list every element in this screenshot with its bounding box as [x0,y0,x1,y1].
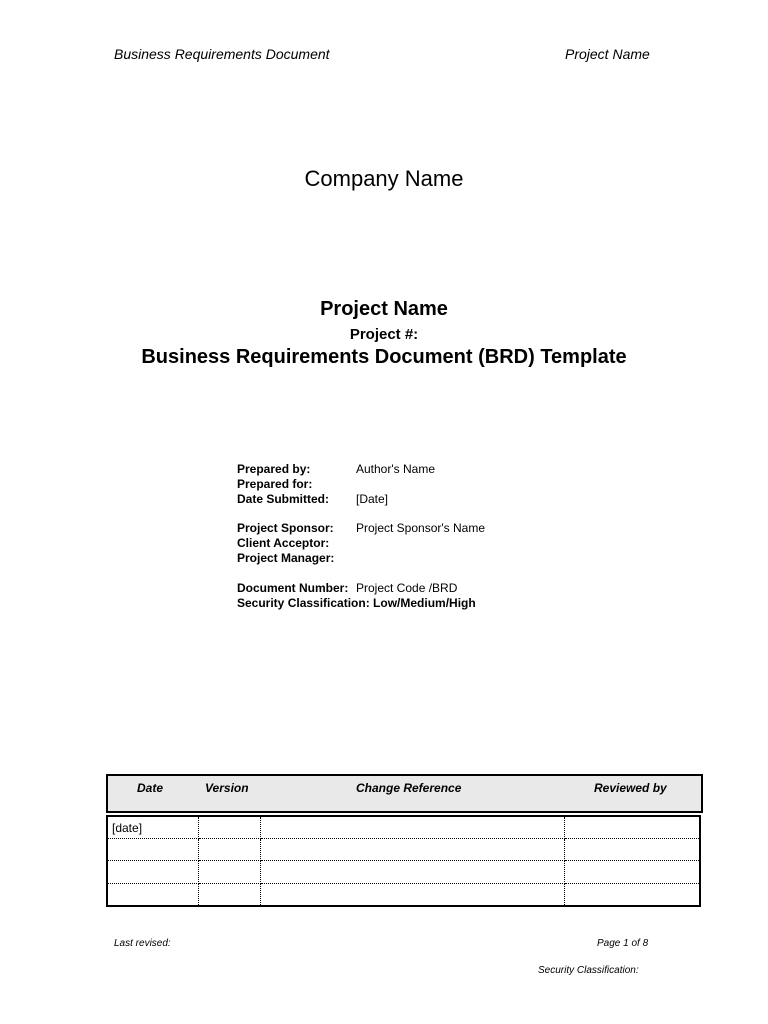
column-header-change-reference: Change Reference [356,781,462,795]
table-cell [260,883,564,906]
table-cell [564,839,700,861]
table-row [107,839,700,861]
table-cell [198,816,260,839]
table-cell [260,839,564,861]
column-header-version: Version [205,781,249,795]
table-cell [564,861,700,883]
table-cell [564,883,700,906]
column-header-date: Date [137,781,164,795]
document-number-value: Project Code /BRD [356,581,458,595]
document-number-label: Document Number: [237,581,349,595]
date-submitted-label: Date Submitted: [237,492,330,506]
footer-last-revised: Last revised: [114,938,171,949]
table-cell [260,861,564,883]
revision-history-table [106,815,701,907]
date-submitted-value: [Date] [356,492,389,506]
table-row [107,861,700,883]
table-cell [107,883,198,906]
project-number: Project #: [349,326,419,343]
security-classification: Security Classification: Low/Medium/High [237,596,476,610]
table-cell [107,861,198,883]
project-sponsor-label: Project Sponsor: [237,521,334,535]
revision-history-header [106,774,703,813]
column-header-reviewed-by: Reviewed by [594,781,667,795]
header-project-name: Project Name [565,46,650,62]
table-cell [260,816,564,839]
footer-page-number: Page 1 of 8 [597,938,649,949]
table-cell [198,861,260,883]
table-cell [564,816,700,839]
footer-security-classification: Security Classification: [538,965,639,976]
table-row [107,883,700,906]
prepared-by-value: Author's Name [356,462,435,476]
prepared-by-label: Prepared by: [237,462,311,476]
prepared-for-label: Prepared for: [237,477,313,491]
table-row [107,816,700,839]
header-document-title: Business Requirements Document [114,46,330,62]
document-title: Business Requirements Document (BRD) Template [141,346,627,368]
project-sponsor-value: Project Sponsor's Name [356,521,486,535]
table-cell [107,839,198,861]
project-manager-label: Project Manager: [237,551,335,565]
company-name: Company Name [304,166,464,191]
project-name: Project Name [320,298,448,320]
client-acceptor-label: Client Acceptor: [237,536,330,550]
table-cell [198,839,260,861]
table-cell [198,883,260,906]
table-cell: [date] [107,816,198,839]
